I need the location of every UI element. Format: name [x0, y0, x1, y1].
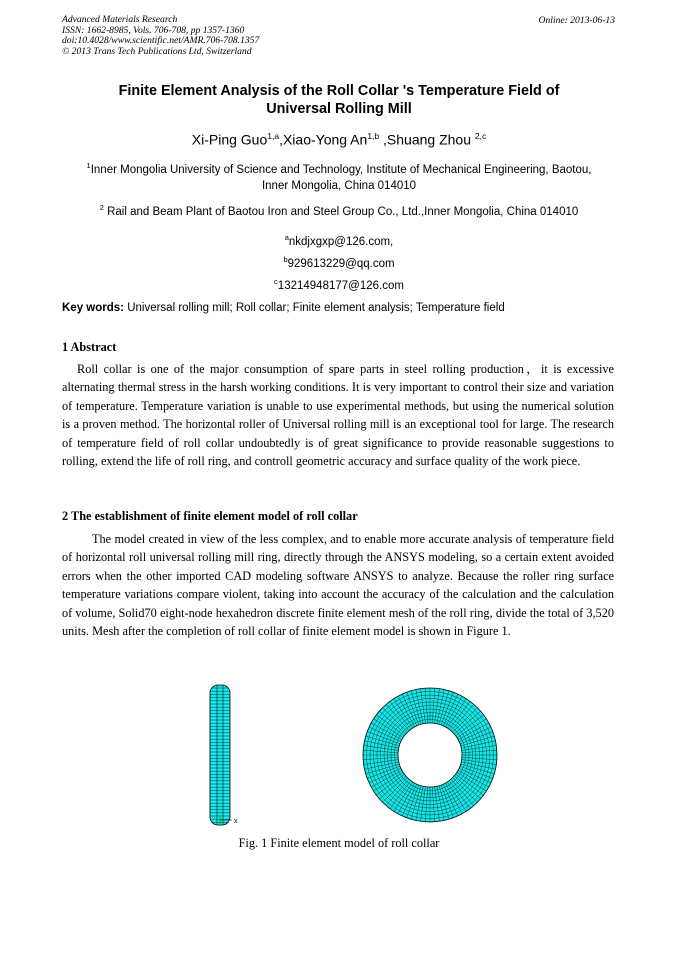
affiliation-sup: 2: [99, 203, 104, 212]
author-separator: ,: [379, 131, 387, 148]
email-sup: b: [283, 254, 288, 264]
roll-collar-front-view: [363, 688, 497, 822]
copyright-line: © 2013 Trans Tech Publications Ltd, Switzerland: [62, 45, 252, 57]
keywords: [62, 302, 505, 314]
online-date: Online: 2013-06-13: [538, 15, 615, 26]
author-list: [62, 131, 616, 148]
email-address[interactable]: 929613229@qq.com: [287, 257, 395, 270]
keywords-label: Key words:: [62, 302, 124, 314]
email-item[interactable]: [62, 273, 616, 295]
email-item[interactable]: [62, 229, 616, 251]
paper-title: [62, 82, 616, 118]
author-name: Xi-Ping Guo: [191, 131, 268, 148]
abstract-paragraph: Roll collar is one of the major consumption of spare parts in steel rolling production，it is excessive alternating thermal stress in the harsh working conditions. It is very important to control their size and variation of temperature. Temperature variation is unable to use experimental methods, but using the numerical solution is a proven method. The horizontal roller of Universal rolling mill is an exceptional tool for large. The research of temperature field of roll collar undoubtedly is of great significance to provide reasonable suggestions to rolling, extend the life of roll ring, and controll geometric accuracy and surface quality of the work piece.: [62, 362, 614, 469]
author-sup: 1,a: [267, 131, 280, 141]
affiliation-text: Rail and Beam Plant of Baotou Iron and Steel Group Co., Ltd.,Inner Mongolia, China 014010: [103, 205, 579, 218]
figure-caption: Fig. 1 Finite element model of roll collar: [238, 836, 440, 850]
affiliation-1: [62, 158, 616, 194]
affiliation-2: [62, 200, 616, 220]
keywords-text: Universal rolling mill; Roll collar; Finite element analysis; Temperature field: [124, 302, 505, 314]
email-item[interactable]: [62, 251, 616, 273]
author-sup: 2,c: [474, 131, 487, 141]
affiliation-text: Inner Mongolia University of Science and Technology, Institute of Mechanical Engineering, Baotou,: [90, 163, 592, 176]
email-address[interactable]: 13214948177@126.com: [277, 279, 404, 292]
author-name: Shuang Zhou: [386, 131, 475, 148]
finite-element-figure: [200, 680, 500, 830]
email-address[interactable]: nkdjxgxp@126.com,: [288, 235, 394, 248]
email-list: [62, 229, 616, 294]
author-separator: ,: [279, 131, 283, 148]
author-name: Xiao-Yong An: [282, 131, 368, 148]
section-heading-model: 2 The establishment of finite element model of roll collar: [62, 509, 358, 523]
roll-collar-side-view: [210, 685, 238, 826]
affiliation-text: Inner Mongolia, China 014010: [261, 179, 417, 192]
author-sup: 1,b: [367, 131, 380, 141]
affiliation-sup: 1: [86, 161, 91, 170]
email-sup: c: [274, 276, 278, 286]
issn-line: ISSN: 1662-8985, Vols. 706-708, pp 1357-1360: [62, 24, 245, 36]
title-line-2: Universal Rolling Mill: [266, 101, 412, 117]
axis-x-label: x: [234, 818, 238, 825]
journal-name: Advanced Materials Research: [62, 14, 178, 25]
email-sup: a: [284, 233, 289, 242]
section-heading-abstract: 1 Abstract: [62, 340, 117, 354]
journal-header: [62, 15, 259, 57]
doi-line: doi:10.4028/www.scientific.net/AMR.706-708.1357: [62, 35, 260, 47]
model-paragraph: The model created in view of the less complex, and to enable more accurate analysis of temperature field of horizontal roll universal rolling mill ring, directly through the ANSYS modeling, so a certain extent avoided errors when the other imported CAD modeling software ANSYS to analyze. Because the roller ring surface temperature variations compare violent, taking into account the accuracy of the calculation and the calculation of volume, Solid70 eight-node hexahedron discrete finite element mesh of the roll ring, divide the total of 3,520 units. Mesh after the completion of roll collar of finite element model is shown in Figure 1.: [62, 532, 614, 639]
title-line-1: Finite Element Analysis of the Roll Collar 's Temperature Field of: [118, 83, 560, 99]
